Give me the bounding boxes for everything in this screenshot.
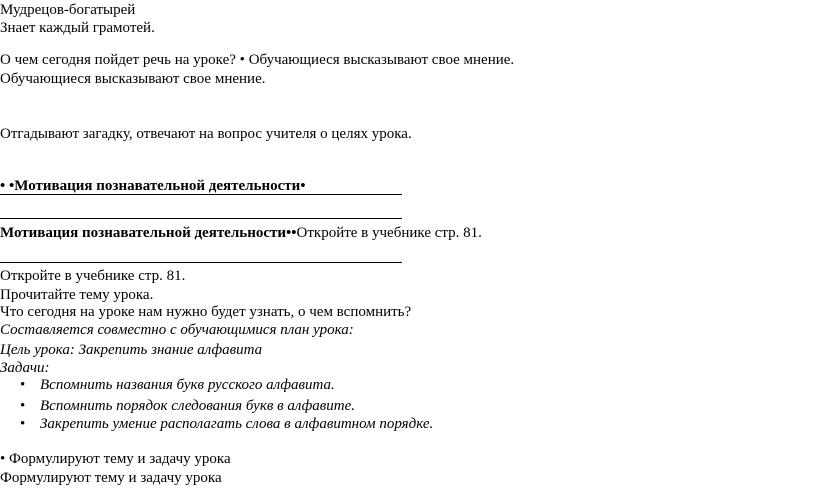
- bullet-icon: •: [20, 377, 26, 393]
- list-item: [20, 375, 335, 395]
- textbook-instruction-line: Откройте в учебнике стр. 81.: [0, 268, 186, 284]
- bullet-icon: •: [0, 451, 6, 467]
- bullet-icon: •: [20, 416, 26, 432]
- lesson-question-line: Что сегодня на уроке нам нужно будет узнать, о чем вспомнить?: [0, 304, 412, 320]
- riddle-line-2: Знает каждый грамотей.: [0, 20, 155, 36]
- divider-line: [0, 262, 402, 263]
- read-topic-line: Прочитайте тему урока.: [0, 287, 154, 303]
- bullet-icon: •: [20, 398, 26, 414]
- textbook-instruction-text: Откройте в учебнике стр. 81.: [296, 225, 482, 241]
- tasks-label: Задачи:: [0, 360, 50, 376]
- lesson-goal-line: Цель урока: Закрепить знание алфавита: [0, 342, 263, 358]
- topic-formulation-line-2: Формулируют тему и задачу урока: [0, 470, 222, 486]
- motivation-heading-2: [0, 223, 482, 243]
- list-item: [20, 396, 355, 416]
- motivation-heading-text: •Мотивация познавательной деятельности•: [9, 178, 306, 194]
- question-line: [0, 50, 514, 70]
- student-response-text: Обучающиеся высказывают свое мнение.: [248, 52, 515, 68]
- bullet-icon: •: [0, 178, 6, 194]
- topic-formulation-line-1: [0, 449, 231, 469]
- task-text: Вспомнить названия букв русского алфавита.: [40, 377, 335, 393]
- riddle-answer-line: Отгадывают загадку, отвечают на вопрос учителя о целях урока.: [0, 126, 412, 142]
- riddle-line-1: Мудрецов-богатырей: [0, 2, 136, 18]
- lesson-plan-line: Составляется совместно с обучающимися план урока:: [0, 322, 354, 338]
- list-item: [20, 414, 433, 434]
- motivation-heading-1: [0, 176, 306, 196]
- task-text: Вспомнить порядок следования букв в алфавите.: [40, 398, 355, 414]
- divider-line: [0, 218, 402, 219]
- topic-formulation-text: Формулируют тему и задачу урока: [9, 451, 231, 467]
- student-response-line: Обучающиеся высказывают свое мнение.: [0, 71, 266, 87]
- bullet-icon: •: [239, 52, 245, 68]
- question-text: О чем сегодня пойдет речь на уроке?: [0, 52, 236, 68]
- task-text: Закрепить умение располагать слова в алфавитном порядке.: [40, 416, 434, 432]
- divider-line: [0, 194, 402, 195]
- motivation-heading-text: Мотивация познавательной деятельности••: [0, 225, 297, 241]
